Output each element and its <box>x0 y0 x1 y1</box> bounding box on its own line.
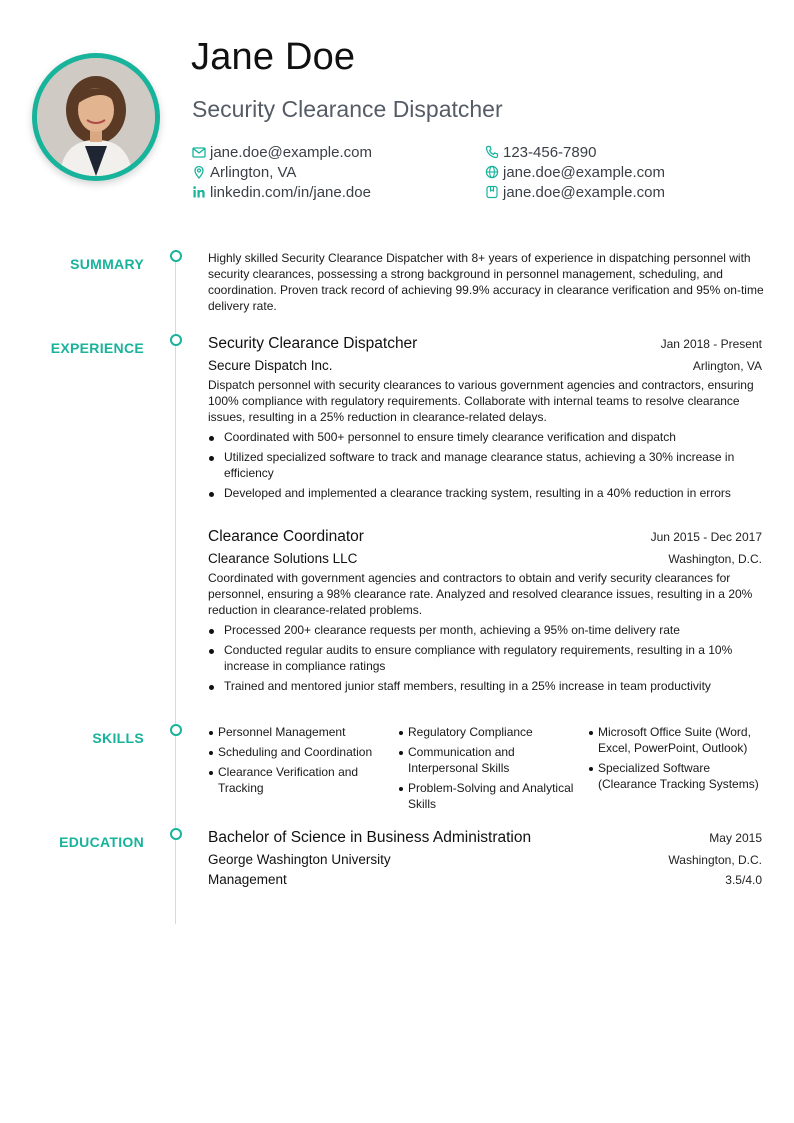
education-entry <box>208 829 762 887</box>
contact-email[interactable] <box>192 142 372 162</box>
contact-other[interactable] <box>485 182 665 202</box>
linkedin-icon <box>192 185 206 199</box>
skill-item: Microsoft Office Suite (Word, Excel, PowerPoint, Outlook) <box>588 724 764 756</box>
experience-company: Secure Dispatch Inc. <box>208 358 333 373</box>
list-item: Processed 200+ clearance requests per month, achieving a 95% on-time delivery rate <box>208 622 762 638</box>
experience-date: Jun 2015 - Dec 2017 <box>650 530 762 544</box>
experience-entry <box>208 335 762 505</box>
summary-text: Highly skilled Security Clearance Dispatcher with 8+ years of experience in dispatching personnel with security clearances, possessing a strong background in personnel management, scheduling, and coordination. Proven track record of achieving 99.9% accuracy in clearance verification and 95% on-time delivery rate. <box>208 251 764 313</box>
experience-location: Arlington, VA <box>692 359 762 373</box>
timeline-line <box>175 256 176 924</box>
timeline-dot-education <box>170 828 182 840</box>
avatar <box>37 58 155 176</box>
location-text: Arlington, VA <box>210 163 297 181</box>
section-title-experience: EXPERIENCE <box>50 340 144 356</box>
phone-text: 123-456-7890 <box>503 143 597 161</box>
location-pin-icon <box>192 165 206 179</box>
experience-description: Coordinated with government agencies and contractors to obtain and verify security clearances for personnel, ensuring a 98% clearance rate. Analyzed and resolved clearance issues, resulting in a 20% reduction in clearance-related problems. <box>208 571 753 617</box>
skills-column <box>398 724 588 816</box>
education-location: Washington, D.C. <box>668 853 762 867</box>
experience-title: Security Clearance Dispatcher <box>208 335 418 352</box>
skill-item: Specialized Software (Clearance Tracking Systems) <box>588 760 764 792</box>
experience-date: Jan 2018 - Present <box>660 337 762 351</box>
experience-company: Clearance Solutions LLC <box>208 551 358 566</box>
profile-photo-ring <box>32 53 160 181</box>
list-item: Trained and mentored junior staff members, resulting in a 25% increase in team productivity <box>208 678 762 694</box>
skill-item: Regulatory Compliance <box>398 724 588 740</box>
list-item: Utilized specialized software to track and manage clearance status, achieving a 30% increase in efficiency <box>208 449 762 481</box>
skill-item: Communication and Interpersonal Skills <box>398 744 588 776</box>
section-title-skills: SKILLS <box>92 730 144 746</box>
section-title-education: EDUCATION <box>59 834 144 850</box>
list-item: Developed and implemented a clearance tracking system, resulting in a 40% reduction in errors <box>208 485 762 501</box>
education-field: Management <box>208 872 287 887</box>
education-date: May 2015 <box>709 831 762 845</box>
education-school: George Washington University <box>208 852 391 867</box>
experience-entry <box>208 528 762 698</box>
email-text: jane.doe@example.com <box>210 143 372 161</box>
contact-linkedin[interactable] <box>192 182 371 202</box>
skill-item: Clearance Verification and Tracking <box>208 764 398 796</box>
skills-column <box>588 724 764 816</box>
list-item: Conducted regular audits to ensure compliance with regulatory requirements, resulting in a 10% increase in compliance ratings <box>208 642 762 674</box>
list-item: Coordinated with 500+ personnel to ensure timely clearance verification and dispatch <box>208 429 762 445</box>
timeline-dot-experience <box>170 334 182 346</box>
skill-item: Problem-Solving and Analytical Skills <box>398 780 588 812</box>
contact-phone[interactable] <box>485 142 596 162</box>
education-degree: Bachelor of Science in Business Administration <box>208 829 532 846</box>
experience-title: Clearance Coordinator <box>208 528 364 545</box>
timeline-dot-skills <box>170 724 182 736</box>
experience-description: Dispatch personnel with security clearances to various government agencies and contractors, ensuring 100% compliance with regulatory requirements. Collaborate with internal teams to resolve clearance issues, resulting in a 25% reduction in clearance-related delays. <box>208 378 754 424</box>
other-text: jane.doe@example.com <box>503 183 665 201</box>
skills-column <box>208 724 398 816</box>
job-title-heading: Security Clearance Dispatcher <box>192 96 503 122</box>
linkedin-text: linkedin.com/in/jane.doe <box>210 183 371 201</box>
candidate-name: Jane Doe <box>191 36 356 78</box>
education-gpa: 3.5/4.0 <box>725 873 762 887</box>
skills-list <box>208 724 768 816</box>
phone-icon <box>485 145 499 159</box>
skill-item: Personnel Management <box>208 724 398 740</box>
timeline-dot-summary <box>170 250 182 262</box>
experience-bullets <box>208 622 762 694</box>
contact-location <box>192 162 296 182</box>
globe-icon <box>485 165 499 179</box>
experience-bullets <box>208 429 762 501</box>
section-title-summary: SUMMARY <box>70 256 144 272</box>
skill-item: Scheduling and Coordination <box>208 744 398 760</box>
website-text: jane.doe@example.com <box>503 163 665 181</box>
mail-icon <box>192 145 206 159</box>
bookmark-icon <box>485 185 499 199</box>
experience-location: Washington, D.C. <box>668 552 762 566</box>
contact-website[interactable] <box>485 162 665 182</box>
